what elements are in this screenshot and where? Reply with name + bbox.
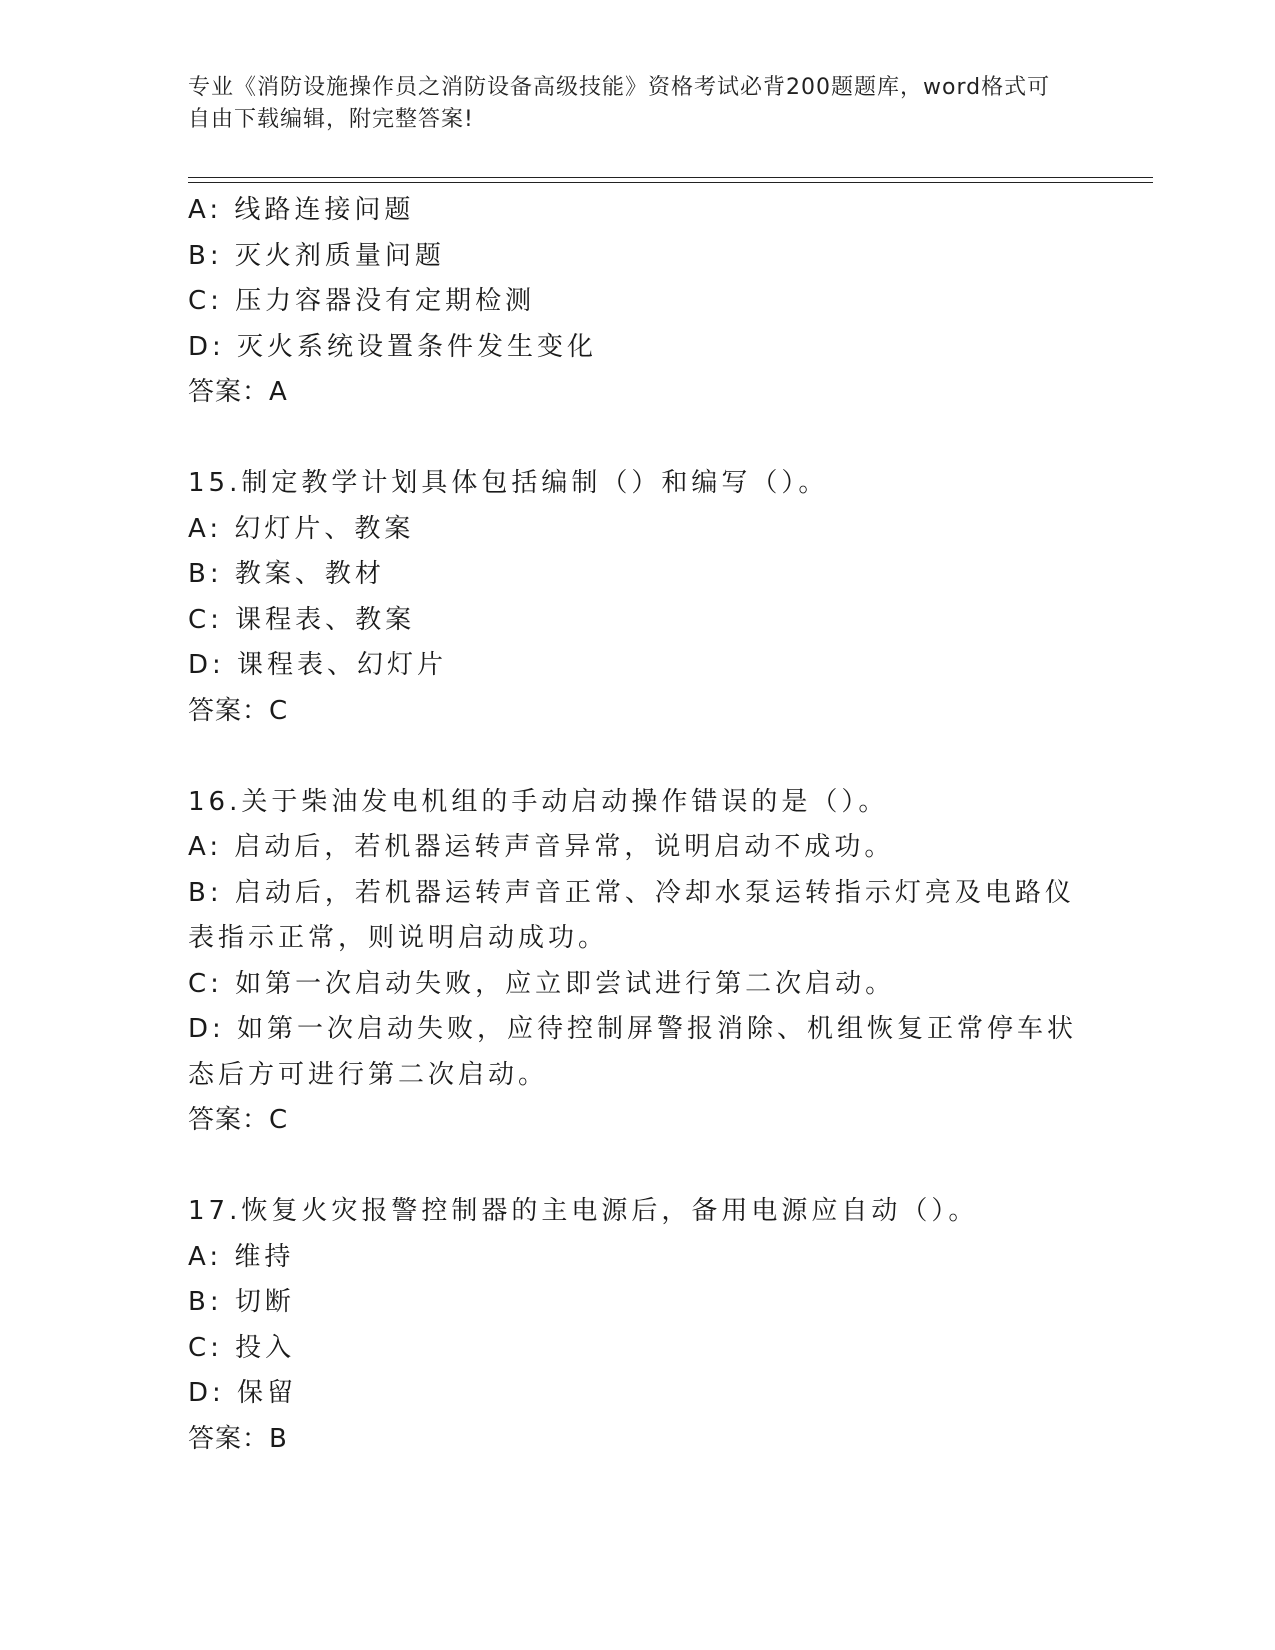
option-c: C: 压力容器没有定期检测 bbox=[188, 286, 536, 316]
question-17 bbox=[188, 1189, 1088, 1462]
document-header: 专业《消防设施操作员之消防设备高级技能》资格考试必背200题题库，word格式可自由下载编辑，附完整答案! bbox=[188, 75, 1051, 132]
option-d: D: 灭火系统设置条件发生变化 bbox=[188, 331, 598, 362]
option-a: A: 线路连接问题 bbox=[188, 195, 415, 225]
option-c: C: 课程表、教案 bbox=[188, 604, 416, 635]
header-rule-bottom bbox=[188, 182, 1153, 183]
question-stem: 17.恢复火灾报警控制器的主电源后，备用电源应自动（）。 bbox=[188, 1196, 979, 1226]
option-d: D: 如第一次启动失败，应待控制屏警报消除、机组恢复正常停车状态后方可进行第二次启动。 bbox=[188, 1014, 1078, 1090]
answer: 答案：A bbox=[188, 377, 288, 407]
question-stem: 15.制定教学计划具体包括编制（）和编写（）。 bbox=[188, 468, 829, 498]
question-15 bbox=[188, 461, 1088, 734]
option-b: B: 教案、教材 bbox=[188, 559, 385, 589]
option-d: D: 保留 bbox=[188, 1378, 298, 1408]
answer: 答案：C bbox=[188, 695, 289, 726]
answer: 答案：C bbox=[188, 1105, 289, 1135]
option-a: A: 幻灯片、教案 bbox=[188, 513, 415, 544]
header-rule-top bbox=[188, 177, 1153, 178]
question-stem: 16.关于柴油发电机组的手动启动操作错误的是（）。 bbox=[188, 786, 889, 817]
option-b: B: 灭火剂质量问题 bbox=[188, 240, 445, 271]
question-14 bbox=[188, 188, 1088, 416]
option-a: A: 启动后，若机器运转声音异常，说明启动不成功。 bbox=[188, 832, 895, 862]
option-c: C: 如第一次启动失败，应立即尝试进行第二次启动。 bbox=[188, 968, 896, 999]
option-d: D: 课程表、幻灯片 bbox=[188, 650, 448, 680]
option-c: C: 投入 bbox=[188, 1332, 296, 1363]
question-list bbox=[188, 188, 1088, 1462]
option-a: A: 维持 bbox=[188, 1241, 295, 1272]
question-16 bbox=[188, 780, 1088, 1144]
answer: 答案：B bbox=[188, 1423, 288, 1454]
option-b: B: 切断 bbox=[188, 1287, 295, 1317]
option-b: B: 启动后，若机器运转声音正常、冷却水泵运转指示灯亮及电路仪表指示正常，则说明启动成功。 bbox=[188, 877, 1075, 953]
